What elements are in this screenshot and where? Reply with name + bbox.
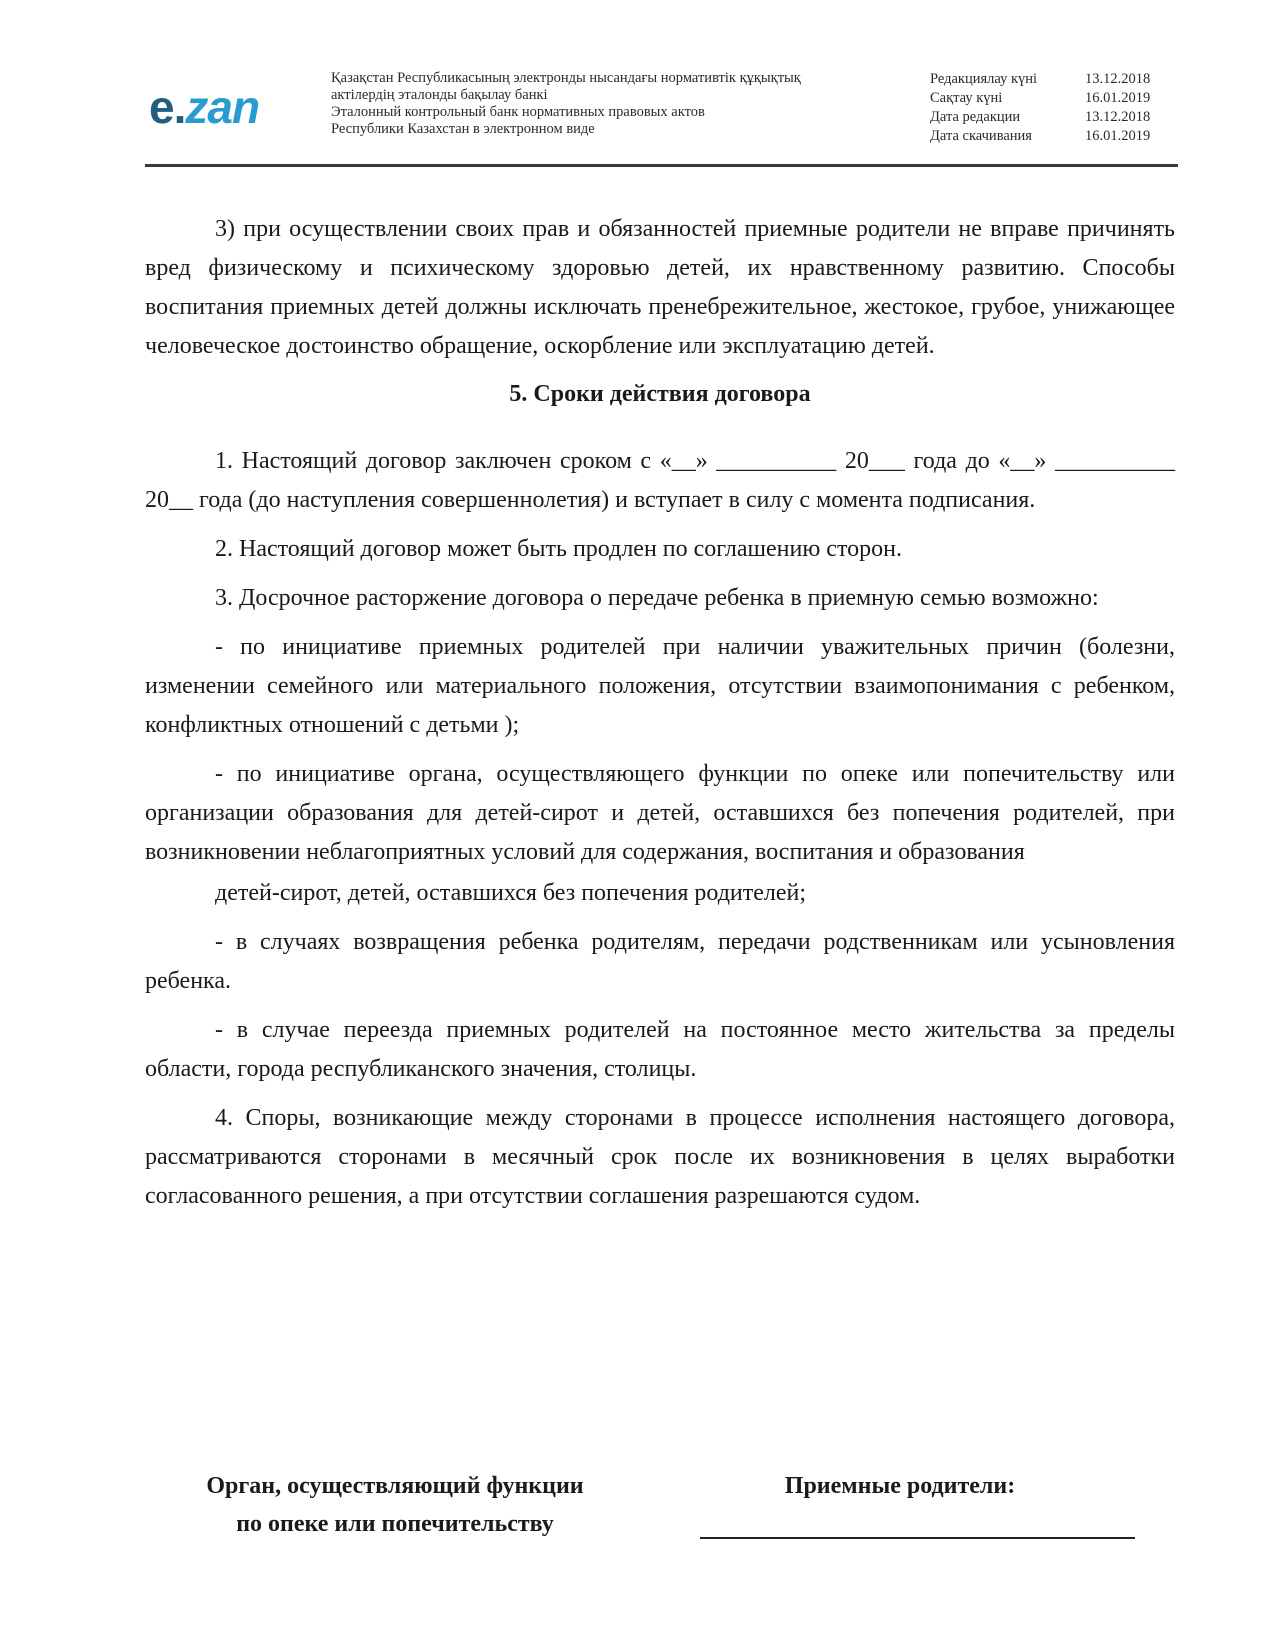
document-header (145, 64, 1178, 167)
date-row: Редакциялау күні 13.12.2018 (930, 71, 1151, 87)
section-title: 5. Сроки действия договора (509, 381, 811, 407)
paragraph-3: 3. Досрочное расторжение договора о передаче ребенка в приемную семью возможно: (215, 585, 1099, 611)
header-description (331, 70, 891, 138)
bullet-2-continuation: детей-сирот, детей, оставшихся без попечения родителей; (215, 880, 807, 906)
header-desc-line: Қазақстан Республикасының электронды нысандағы нормативтік құқықтық (331, 70, 801, 86)
paragraph-intro: 3) при осуществлении своих прав и обязанностей приемные родители не вправе причинять вред физическому и психическому здоровью детей, их нравственному развитию. Способы воспитания приемных детей должны исключать пренебрежительное, жестокое, грубое, унижающее человеческое достоинство обращение, оскорбление или эксплуатацию детей. (145, 216, 1175, 359)
date-row: Дата редакции 13.12.2018 (930, 109, 1151, 125)
guardianship-authority-signature: Орган, осуществляющий функции по опеке или попечительству (206, 1473, 584, 1537)
signature-line (700, 1537, 1135, 1539)
bullet-3: - в случаях возвращения ребенка родителям, передачи родственникам или усыновления ребенка. (145, 929, 1175, 994)
foster-parents-signature: Приемные родители: (784, 1473, 1016, 1499)
header-desc-line: актілердің эталонды бақылау банкі (331, 87, 548, 103)
paragraph-4: 4. Споры, возникающие между сторонами в процессе исполнения настоящего договора, рассматриваются сторонами в месячный срок после их возникновения в целях выработки согласованного решения, а при отсутствии соглашения разрешаются судом. (145, 1105, 1175, 1209)
date-row: Дата скачивания 16.01.2019 (930, 128, 1151, 144)
ezan-logo: e.zan (149, 81, 260, 133)
paragraph-1: 1. Настоящий договор заключен сроком с «__» __________ 20___ года до «__» __________ 20__ года (до наступления совершеннолетия) и вступает в силу с момента подписания. (145, 448, 1175, 513)
date-row: Сақтау күні 16.01.2019 (930, 90, 1151, 106)
paragraph-2: 2. Настоящий договор может быть продлен по соглашению сторон. (215, 536, 902, 562)
bullet-4: - в случае переезда приемных родителей на постоянное место жительства за пределы области, города республиканского значения, столицы. (145, 1017, 1175, 1082)
bullet-1: - по инициативе приемных родителей при наличии уважительных причин (болезни, изменении семейного или материального положения, отсутствии взаимопонимания с ребенком, конфликтных отношений с детьми ); (145, 634, 1175, 738)
bullet-2: - по инициативе органа, осуществляющего функции по опеке или попечительству или организации образования для детей-сирот и детей, оставшихся без попечения родителей, при возникновении неблагоприятных условий для содержания, воспитания и образования (145, 761, 1175, 865)
header-desc-line: Эталонный контрольный банк нормативных правовых актов (331, 104, 705, 120)
header-desc-line: Республики Казахстан в электронном виде (331, 121, 595, 137)
document-body (145, 210, 1175, 1226)
header-dates (930, 70, 1180, 146)
